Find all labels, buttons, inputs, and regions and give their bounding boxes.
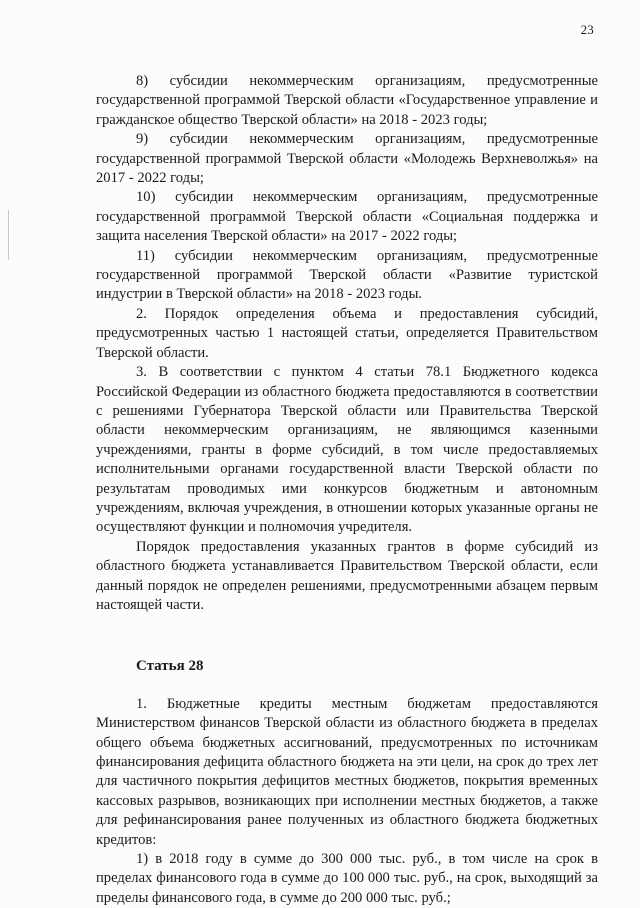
paragraph-part-3: 3. В соответствии с пунктом 4 статьи 78.1 Бюджетного кодекса Российской Федерации из областного бюджета предоставляются в соответствии с решениями Губернатора Тверской области или Правительства Тверской области некоммерческим организациям, не являющимся казенными учреждениями, гранты в форме субсидий, в том числе предоставляемых исполнительными органами государственной власти Тверской области по результатам проводимых ими конкурсов бюджетным и автономным учреждениям, включая учреждения, в отношении которых указанные органы не осуществляют функции и полномочия учредителя. [96, 364, 598, 536]
scan-edge-mark [8, 238, 9, 260]
paragraph-part-2: 2. Порядок определения объема и предоставления субсидий, предусмотренных частью 1 настоящей статьи, определяется Правительством Тверской области. [96, 305, 598, 361]
paragraph-2018-amounts: 1) в 2018 году в сумме до 300 000 тыс. руб., в том числе на срок в пределах финансового года в сумме до 100 000 тыс. руб., на срок, выходящий за пределы финансового года, в сумме до 200 000 тыс. руб.; [96, 851, 598, 906]
paragraph-budget-credits: 1. Бюджетные кредиты местным бюджетам предоставляются Министерством финансов Тверской области из областного бюджета в пределах общего объема бюджетных ассигнований, предусмотренных по источникам финансирования дефицита областного бюджета на эти цели, на срок до трех лет для частичного покрытия дефицитов местных бюджетов, покрытия временных кассовых разрывов, возникающих при исполнении местных бюджетов, а также для рефинансирования ранее полученных из областного бюджета бюджетных кредитов: [96, 695, 598, 848]
scan-edge-mark [8, 210, 9, 240]
page-number: 23 [580, 22, 594, 37]
paragraph-item-10: 10) субсидии некоммерческим организациям, предусмотренные государственной программой Тверской области «Социальная поддержка и защита населения Тверской области» на 2017 - 2022 годы; [96, 189, 598, 245]
document-body [96, 72, 598, 908]
paragraph-grant-procedure: Порядок предоставления указанных грантов в форме субсидий из областного бюджета устанавливается Правительством Тверской области, если данный порядок не определен решениями, предусмотренными абзацем первым настоящей части. [96, 538, 598, 613]
paragraph-item-9: 9) субсидии некоммерческим организациям, предусмотренные государственной программой Тверской области «Молодежь Верхневолжья» на 2017 - 2022 годы; [96, 131, 598, 187]
paragraph-item-8: 8) субсидии некоммерческим организациям, предусмотренные государственной программой Тверской области «Государственное управление и гражданское общество Тверской области» на 2018 - 2023 годы; [96, 73, 598, 128]
article-heading: Статья 28 [136, 658, 204, 675]
paragraph-item-11: 11) субсидии некоммерческим организациям, предусмотренные государственной программой Тверской области «Развитие туристской индустрии в Тверской области» на 2018 - 2023 годы. [96, 247, 598, 303]
